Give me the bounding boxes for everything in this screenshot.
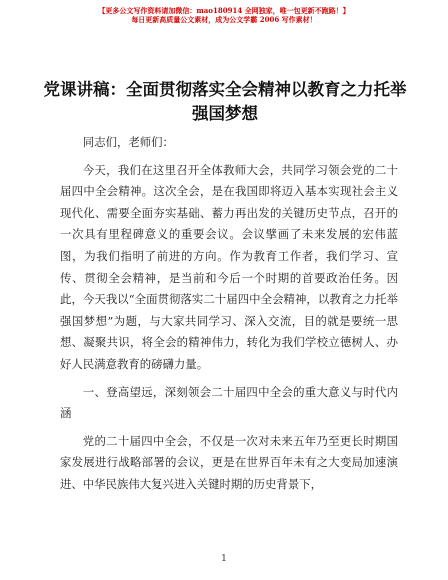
promo-banner-line-2: 每日更新高质量公文素材，成为公文学霸 2006 写作素材！ — [131, 15, 317, 24]
body-paragraph: 今天，我们在这里召开全体教师大会，共同学习领会党的二十届四中全会精神。这次全会，是在我国即将迈入基本实现社会主义现代化、需要全面夯实基础、蓄力再出发的关键历史节点，召开的一次具有里程碑意义的重要会议。会议擘画了未来发展的宏伟蓝图，为我们指明了前进的方向。作为教育工作者，我们学习、宣传、贯彻全会精神，是当前和今后一个时期的首要政治任务。因此，今天我以“全面贯彻落实二十届四中全会精神，以教育之力托举强国梦想”为题，与大家共同学习、深入交流，目的就是要统一思想、凝聚共识，将全会的精神伟力，转化为我们学校立德树人、办好人民满意教育的磅礴力量。 — [60, 162, 398, 371]
page-number: 1 — [221, 554, 227, 564]
section-paragraph: 党的二十届四中全会，不仅是一次对未来五年乃至更长时期国家发展进行战略部署的会议，更是在世界百年未有之大变局加速演进、中华民族伟大复兴进入关键时期的历史背景下， — [60, 433, 398, 491]
promo-banner-line-1: 【更多公文写作资料请加微信：mao180914 全网独家，唯一包更新不跑路！】 — [98, 6, 350, 15]
document-body — [60, 132, 398, 502]
salutation: 同志们，老师们： — [82, 135, 174, 149]
promo-banner — [0, 6, 448, 24]
document-title: 党课讲稿：全面贯彻落实全会精神以教育之力托举强国梦想 — [43, 80, 407, 123]
section-heading: 一、登高望远，深刻领会二十届四中全会的重大意义与时代内涵 — [60, 384, 398, 421]
